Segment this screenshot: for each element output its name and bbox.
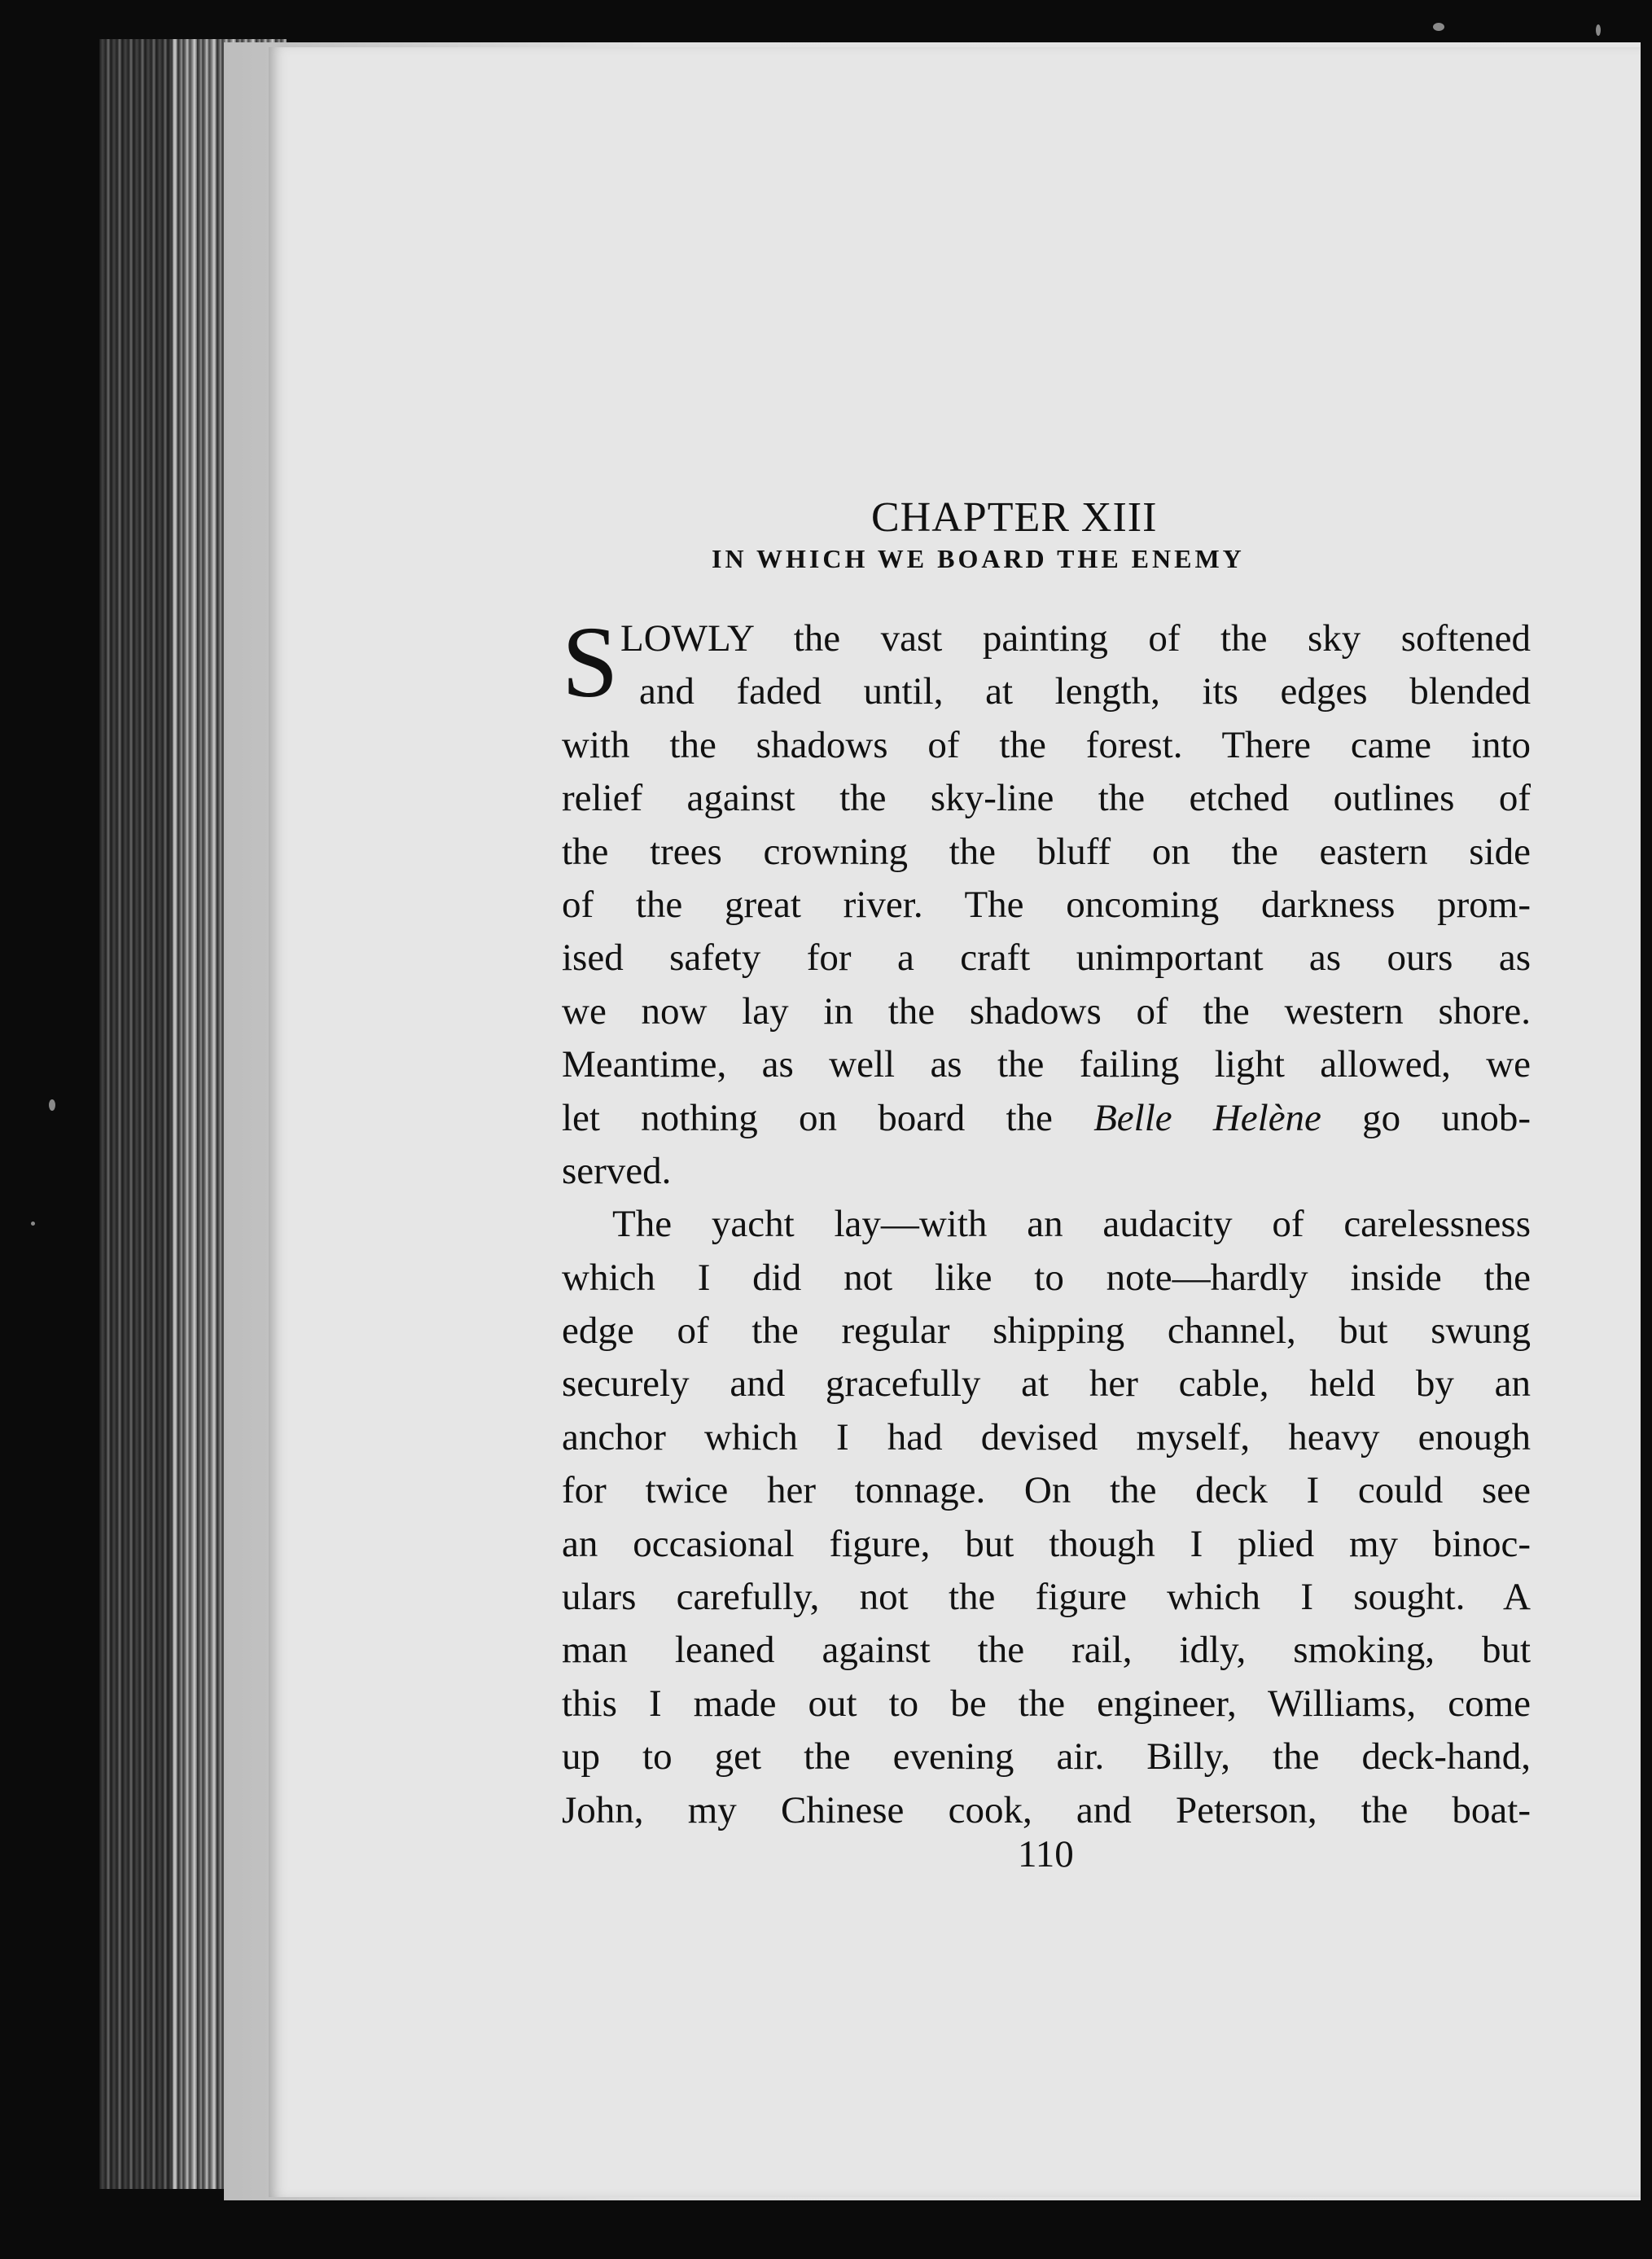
paragraph-2 (562, 1198, 1531, 1837)
scan-speck (1433, 23, 1444, 31)
text-line: an occasional figure, but though I plied my binoc- (562, 1522, 1531, 1565)
body-text (562, 607, 1531, 1837)
text-line: of the great river. The oncoming darkness prom- (562, 883, 1531, 926)
book-spine-edge (99, 39, 173, 2189)
text-line: served. (562, 1149, 672, 1192)
text-line: ulars carefully, not the figure which I sought. A (562, 1576, 1531, 1619)
text-line: we now lay in the shadows of the western shore. (562, 989, 1531, 1033)
scan-speck (1596, 24, 1601, 36)
chapter-subtitle: IN WHICH WE BOARD THE ENEMY (712, 544, 1245, 573)
text-line: relief against the sky-line the etched outlines of (562, 777, 1531, 820)
text-segment: let nothing on board the (562, 1096, 1094, 1139)
scan-speck (31, 1222, 35, 1226)
text-line: with the shadows of the forest. There came into (562, 723, 1531, 766)
text-line: the trees crowning the bluff on the eastern side (562, 830, 1531, 873)
text-segment: go unob- (1321, 1096, 1531, 1139)
ship-name: Belle Helène (1093, 1096, 1321, 1139)
text-line-with-italic (562, 1092, 1531, 1145)
text-line: edge of the regular shipping channel, but swung (562, 1309, 1531, 1353)
page-number: 110 (1018, 1833, 1074, 1875)
text-line: and faded until, at length, its edges blended (639, 670, 1531, 713)
paragraph-1 (562, 607, 1531, 719)
text-line: securely and gracefully at her cable, held by an (562, 1362, 1531, 1406)
drop-cap: S (562, 607, 619, 719)
text-line: John, my Chinese cook, and Peterson, the boat- (562, 1788, 1531, 1831)
text-line: man leaned against the rail, idly, smoking, but (562, 1629, 1531, 1672)
scan-speck (49, 1099, 55, 1111)
text-line: up to get the evening air. Billy, the deck-hand, (562, 1735, 1531, 1779)
text-line: which I did not like to note—hardly inside the (562, 1256, 1531, 1299)
text-line: The yacht lay—with an audacity of carelessness (612, 1203, 1531, 1246)
text-line: for twice her tonnage. On the deck I could see (562, 1469, 1531, 1512)
text-line: this I made out to be the engineer, Williams, come (562, 1682, 1531, 1725)
text-line: anchor which I had devised myself, heavy enough (562, 1415, 1531, 1458)
text-line: Meantime, as well as the failing light allowed, we (562, 1043, 1531, 1086)
text-line: LOWLY the vast painting of the sky softened (620, 617, 1531, 660)
chapter-heading: CHAPTER XIII (871, 494, 1158, 541)
text-line: ised safety for a craft unimportant as ours as (562, 936, 1531, 980)
